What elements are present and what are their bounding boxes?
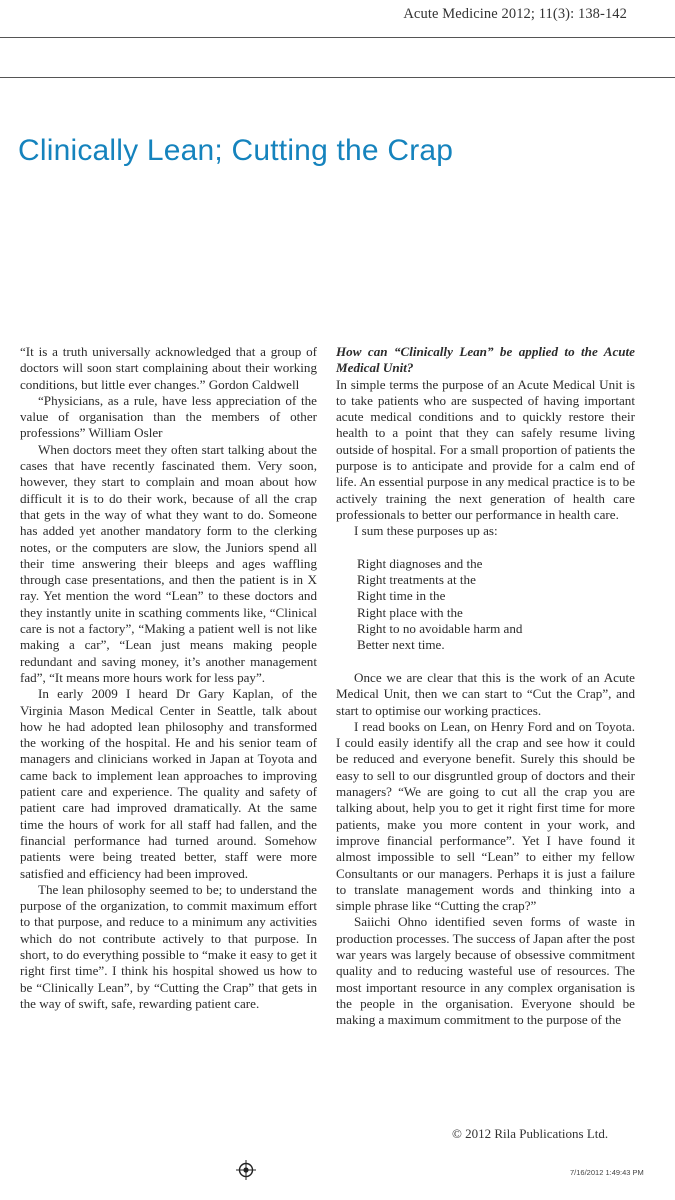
section-subheading: How can “Clinically Lean” be applied to the Acute Medical Unit? xyxy=(336,344,635,376)
header-rule-top xyxy=(0,37,675,38)
journal-citation: Acute Medicine 2012; 11(3): 138-142 xyxy=(403,6,627,22)
paragraph-doctors-complain: When doctors meet they often start talking about the cases that have recently fascinated them. Very soon, however, they start to complain and moan about how difficult it is to do their work, because of all the crap that gets in the way of what they want to do. Someone has added yet another mandatory form to the clerking notes, or the computers are slow, the Juniors spend all their time answering their bleeps and ages waffling through case presentations, and then the patient is in X ray. Yet mention the word “Lean” to these doctors and they instantly unite in scathing comments like, “Clinical care is not a factory”, “Making a patient well is not like making a car”, “Lean just means making people redundant and saving money, it’s another management fad”, “It means more hours work for less pay”. xyxy=(20,441,317,685)
purpose-item: Right diagnoses and the xyxy=(357,555,483,571)
paragraph-amu-purpose: In simple terms the purpose of an Acute Medical Unit is to take patients who are suspected of having important acute medical conditions and to quickly restore their health to a point that they can safely resume living outside of hospital. For a small proportion of patients the purpose is to anticipate and provide for a calm end of life. An essential purpose in any medical practice is to be actively training the next generation of health care professionals to better our performance in health care. xyxy=(336,376,635,522)
article-title: Clinically Lean; Cutting the Crap xyxy=(18,134,454,167)
purpose-item: Right time in the xyxy=(357,588,446,604)
epigraph-caldwell: “It is a truth universally acknowledged that a group of doctors will soon start complaining about their working conditions, but little ever changes.” Gordon Caldwell xyxy=(20,344,317,392)
purpose-item: Right treatments at the xyxy=(357,572,476,588)
print-timestamp: 7/16/2012 1:49:43 PM xyxy=(570,1168,644,1177)
paragraph-lean-philosophy: The lean philosophy seemed to be; to understand the purpose of the organization, to commit maximum effort to that purpose, and reduce to a minimum any activities which do not contribute actively to that purpose. In short, to do everything possible to “make it easy to get it right first time”. I think his hospital showed us how to be “Clinically Lean”, by “Cutting the Crap” that gets in the way of swift, safe, rewarding patient care. xyxy=(20,881,317,1011)
list-spacer-top xyxy=(336,540,635,556)
copyright-notice: © 2012 Rila Publications Ltd. xyxy=(452,1126,609,1141)
paragraph-kaplan: In early 2009 I heard Dr Gary Kaplan, of the Virginia Mason Medical Center in Seattle, talk about how he had adopted lean philosophy and transformed the working of the hospital. He and his senior team of managers and clinicians worked in Japan at Toyota and came back to implement lean approaches to improving patient care and experience. The quality and safety of patient care had improved dramatically. At the same time the hours of work for all staff had fallen, and the financial performance had turned around. Somehow patients were being treated better, staff were more satisfied and efficiency had been improved. xyxy=(20,686,317,881)
list-spacer-bottom xyxy=(336,654,635,670)
left-column xyxy=(20,344,317,1012)
purpose-item: Better next time. xyxy=(357,637,445,653)
purpose-list xyxy=(336,556,635,654)
paragraph-sum-purposes: I sum these purposes up as: xyxy=(354,523,498,539)
paragraph-cut-the-crap: Once we are clear that this is the work of an Acute Medical Unit, then we can start to “Cut the Crap”, and start to optimise our working practices. xyxy=(336,669,635,718)
paragraph-seven-wastes: Saiichi Ohno identified seven forms of waste in production processes. The success of Japan after the post war years was largely because of obsessive commitment quality and to reducing wasteful use of resources. The most important resource in any complex organisation is the people in the organisation. Everyone should be making a maximum commitment to the purpose of the xyxy=(336,914,635,1028)
purpose-item: Right to no avoidable harm and xyxy=(357,621,523,637)
right-column xyxy=(336,344,635,1028)
registration-mark-icon xyxy=(236,1160,256,1180)
paragraph-books-on-lean: I read books on Lean, on Henry Ford and on Toyota. I could easily identify all the crap and see how it could be reduced and everyone benefit. Surely this should be easy to sell to our disgruntled group of doctors and their managers? “We are going to cut all the crap you are talking about, help you to get it right first time for more patients, make you more content in your work, and improve financial performance”. Yet I have found it almost impossible to sell “Lean” to either my fellow Consultants or our managers. Perhaps it is just a failure to translate management words and thinking into a simple phrase like “Cutting the crap?” xyxy=(336,718,635,914)
purpose-item: Right place with the xyxy=(357,604,463,620)
epigraph-osler: “Physicians, as a rule, have less appreciation of the value of organisation than the members of other professions” William Osler xyxy=(20,392,317,441)
header-rule-bottom xyxy=(0,77,675,78)
